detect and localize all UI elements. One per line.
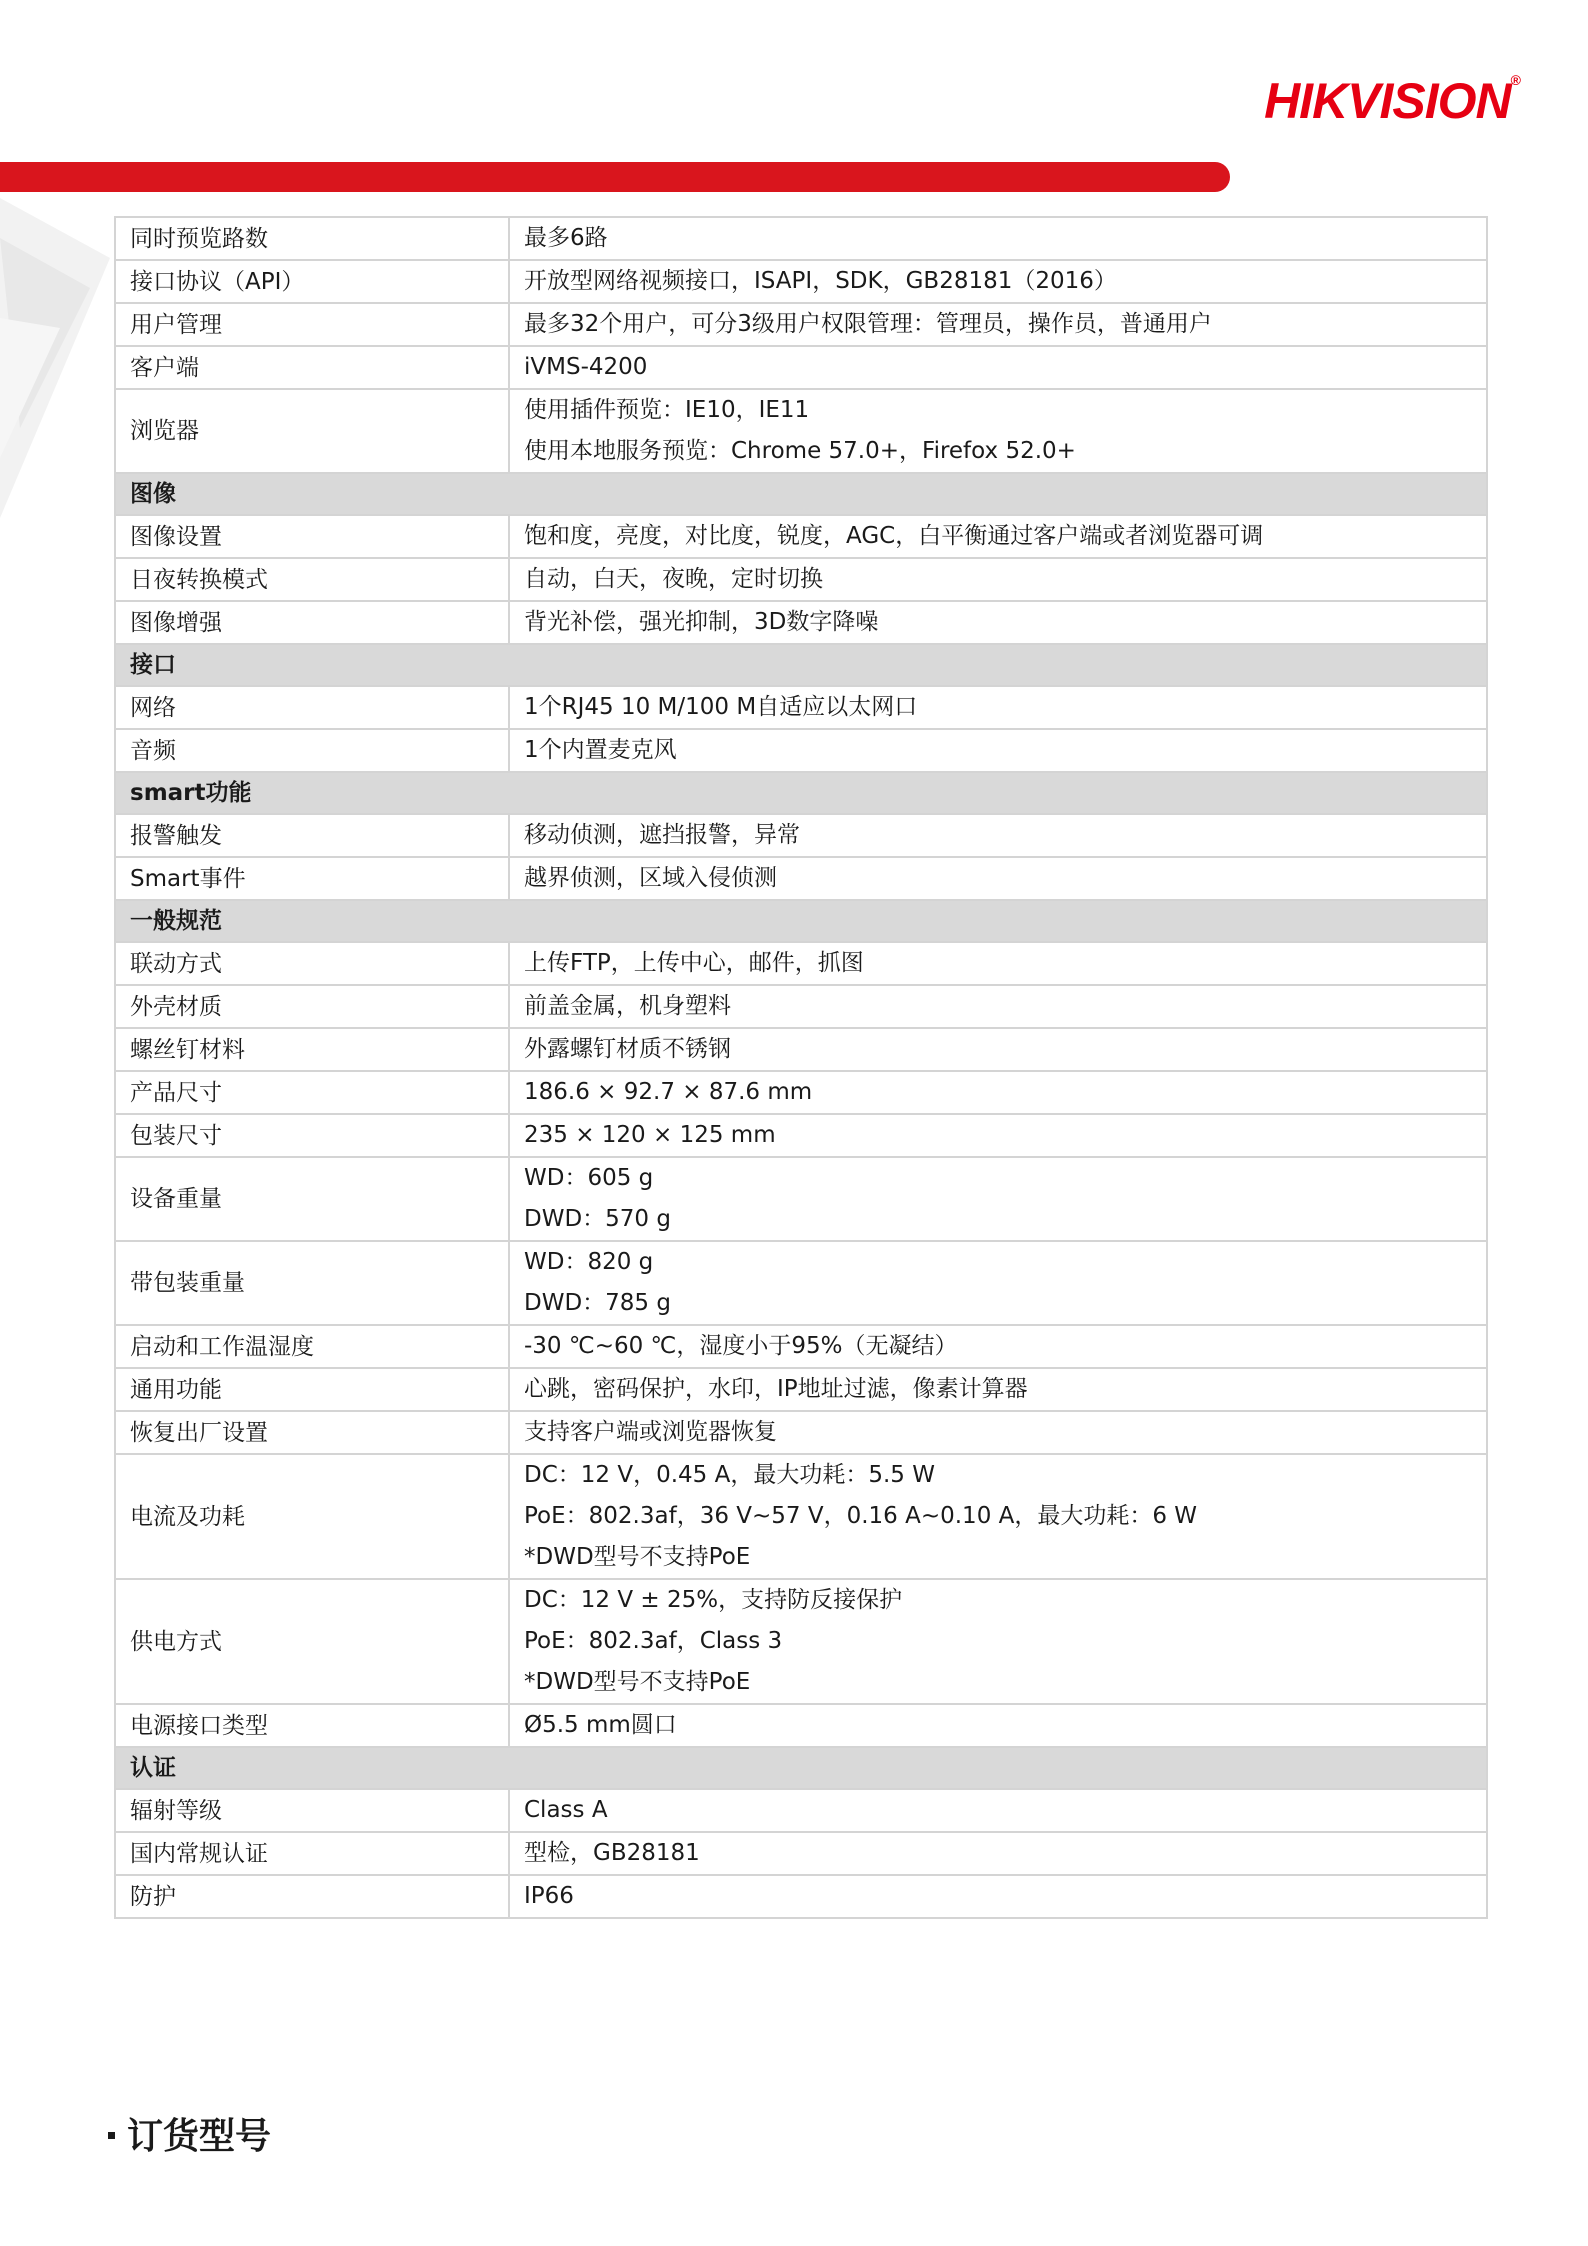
section-title: 一般规范 [115, 900, 1487, 942]
table-row [115, 303, 1487, 346]
spec-value [509, 260, 1487, 303]
table-row [115, 1028, 1487, 1071]
spec-value-line: Ø5.5 mm圆口 [524, 1712, 677, 1738]
spec-value-line: iVMS-4200 [524, 354, 648, 380]
table-row [115, 1368, 1487, 1411]
spec-value [509, 601, 1487, 644]
spec-value [509, 729, 1487, 772]
spec-value-line: 饱和度，亮度，对比度，锐度，AGC，白平衡通过客户端或者浏览器可调 [524, 523, 1264, 549]
spec-label: 浏览器 [115, 389, 509, 473]
table-row [115, 985, 1487, 1028]
table-row [115, 346, 1487, 389]
spec-label: 通用功能 [115, 1368, 509, 1411]
table-row [115, 729, 1487, 772]
spec-value [509, 1325, 1487, 1368]
spec-value-line: PoE：802.3af，Class 3 [524, 1628, 783, 1654]
spec-label: 国内常规认证 [115, 1832, 509, 1875]
spec-label: 产品尺寸 [115, 1071, 509, 1114]
table-row [115, 1071, 1487, 1114]
spec-label: 辐射等级 [115, 1789, 509, 1832]
spec-value-line: 移动侦测，遮挡报警，异常 [524, 822, 800, 848]
spec-value [509, 1368, 1487, 1411]
table-row [115, 1114, 1487, 1157]
spec-value-line: 1个RJ45 10 M/100 M自适应以太网口 [524, 694, 918, 720]
spec-value-line: Class A [524, 1797, 608, 1823]
spec-value [509, 1114, 1487, 1157]
header-red-bar [0, 162, 1230, 192]
spec-value-line: 235 × 120 × 125 mm [524, 1122, 776, 1148]
spec-label: 电源接口类型 [115, 1704, 509, 1747]
table-row [115, 217, 1487, 260]
spec-value-line: WD：605 g [524, 1165, 654, 1191]
spec-value [509, 857, 1487, 900]
table-row [115, 857, 1487, 900]
spec-value [509, 1832, 1487, 1875]
spec-label: 图像增强 [115, 601, 509, 644]
section-header [115, 644, 1487, 686]
spec-value [509, 558, 1487, 601]
spec-value [509, 1454, 1487, 1579]
spec-label: 用户管理 [115, 303, 509, 346]
spec-label: 电流及功耗 [115, 1454, 509, 1579]
table-row [115, 686, 1487, 729]
spec-value [509, 814, 1487, 857]
spec-value-line: 外露螺钉材质不锈钢 [524, 1036, 731, 1062]
spec-value [509, 1579, 1487, 1704]
spec-value [509, 1789, 1487, 1832]
spec-value [509, 303, 1487, 346]
spec-value [509, 1704, 1487, 1747]
spec-value-line: 上传FTP，上传中心，邮件，抓图 [524, 950, 864, 976]
spec-value-line: 最多6路 [524, 225, 608, 251]
spec-label: 包装尺寸 [115, 1114, 509, 1157]
spec-label: 带包装重量 [115, 1241, 509, 1325]
table-row [115, 1241, 1487, 1325]
spec-value [509, 985, 1487, 1028]
spec-label: 启动和工作温湿度 [115, 1325, 509, 1368]
spec-value-line: -30 ℃~60 ℃，湿度小于95%（无凝结） [524, 1333, 958, 1359]
spec-value [509, 686, 1487, 729]
spec-value [509, 515, 1487, 558]
table-row [115, 601, 1487, 644]
spec-label: 日夜转换模式 [115, 558, 509, 601]
spec-value [509, 217, 1487, 260]
spec-value-line: 开放型网络视频接口，ISAPI，SDK，GB28181（2016） [524, 268, 1117, 294]
spec-label: 设备重量 [115, 1157, 509, 1241]
spec-value-line: 背光补偿，强光抑制，3D数字降噪 [524, 609, 879, 635]
spec-value-line: 支持客户端或浏览器恢复 [524, 1419, 777, 1445]
spec-label: 螺丝钉材料 [115, 1028, 509, 1071]
table-row [115, 1157, 1487, 1241]
spec-label: 音频 [115, 729, 509, 772]
table-row [115, 1325, 1487, 1368]
spec-label: 恢复出厂设置 [115, 1411, 509, 1454]
spec-value-line: 前盖金属，机身塑料 [524, 993, 731, 1019]
spec-value-line: 型检，GB28181 [524, 1840, 700, 1866]
spec-value-line: 越界侦测，区域入侵侦测 [524, 865, 777, 891]
spec-value [509, 1411, 1487, 1454]
spec-label: 客户端 [115, 346, 509, 389]
bullet-icon [108, 2132, 115, 2139]
spec-table [114, 216, 1488, 1919]
table-row [115, 1832, 1487, 1875]
table-row [115, 1579, 1487, 1704]
section-title: 认证 [115, 1747, 1487, 1789]
spec-value-line: 使用本地服务预览：Chrome 57.0+，Firefox 52.0+ [524, 438, 1076, 464]
spec-value [509, 1071, 1487, 1114]
spec-value-line: 1个内置麦克风 [524, 737, 677, 763]
spec-value-line: *DWD型号不支持PoE [524, 1669, 751, 1695]
table-row [115, 1704, 1487, 1747]
spec-label: 防护 [115, 1875, 509, 1918]
spec-value [509, 942, 1487, 985]
spec-value-line: 使用插件预览：IE10，IE11 [524, 397, 810, 423]
spec-value-line: DWD：570 g [524, 1206, 671, 1232]
table-row [115, 1875, 1487, 1918]
section-header [115, 473, 1487, 515]
spec-value-line: IP66 [524, 1883, 574, 1909]
table-row [115, 814, 1487, 857]
spec-value-line: *DWD型号不支持PoE [524, 1544, 751, 1570]
table-row [115, 1411, 1487, 1454]
spec-label: Smart事件 [115, 857, 509, 900]
spec-label: 同时预览路数 [115, 217, 509, 260]
spec-label: 外壳材质 [115, 985, 509, 1028]
section-title: 图像 [115, 473, 1487, 515]
spec-value [509, 1875, 1487, 1918]
spec-value [509, 1157, 1487, 1241]
spec-label: 网络 [115, 686, 509, 729]
table-row [115, 389, 1487, 473]
spec-value [509, 1241, 1487, 1325]
spec-value-line: 自动，白天，夜晚，定时切换 [524, 566, 823, 592]
section-title: smart功能 [115, 772, 1487, 814]
spec-label: 图像设置 [115, 515, 509, 558]
spec-value-line: PoE：802.3af，36 V~57 V，0.16 A~0.10 A，最大功耗：6 W [524, 1503, 1198, 1529]
spec-value-line: 最多32个用户，可分3级用户权限管理：管理员，操作员，普通用户 [524, 311, 1212, 337]
spec-value [509, 1028, 1487, 1071]
spec-label: 联动方式 [115, 942, 509, 985]
spec-value-line: DC：12 V ± 25%，支持防反接保护 [524, 1587, 903, 1613]
table-row [115, 515, 1487, 558]
section-header [115, 1747, 1487, 1789]
spec-value-line: DC：12 V，0.45 A，最大功耗：5.5 W [524, 1462, 935, 1488]
spec-value-line: 186.6 × 92.7 × 87.6 mm [524, 1079, 813, 1105]
spec-value [509, 389, 1487, 473]
spec-value-line: WD：820 g [524, 1249, 654, 1275]
spec-value-line: DWD：785 g [524, 1290, 671, 1316]
spec-label: 接口协议（API） [115, 260, 509, 303]
section-header [115, 900, 1487, 942]
table-row [115, 260, 1487, 303]
section-header [115, 772, 1487, 814]
table-row [115, 558, 1487, 601]
section-title: 接口 [115, 644, 1487, 686]
spec-label: 报警触发 [115, 814, 509, 857]
spec-value [509, 346, 1487, 389]
table-row [115, 1454, 1487, 1579]
table-row [115, 1789, 1487, 1832]
table-row [115, 942, 1487, 985]
order-model-heading: 订货型号 [108, 2108, 271, 2159]
spec-label: 供电方式 [115, 1579, 509, 1704]
spec-value-line: 心跳，密码保护，水印，IP地址过滤，像素计算器 [524, 1376, 1028, 1402]
decorative-triangles [0, 198, 120, 518]
hikvision-logo: HIKVISION® [1264, 72, 1520, 129]
